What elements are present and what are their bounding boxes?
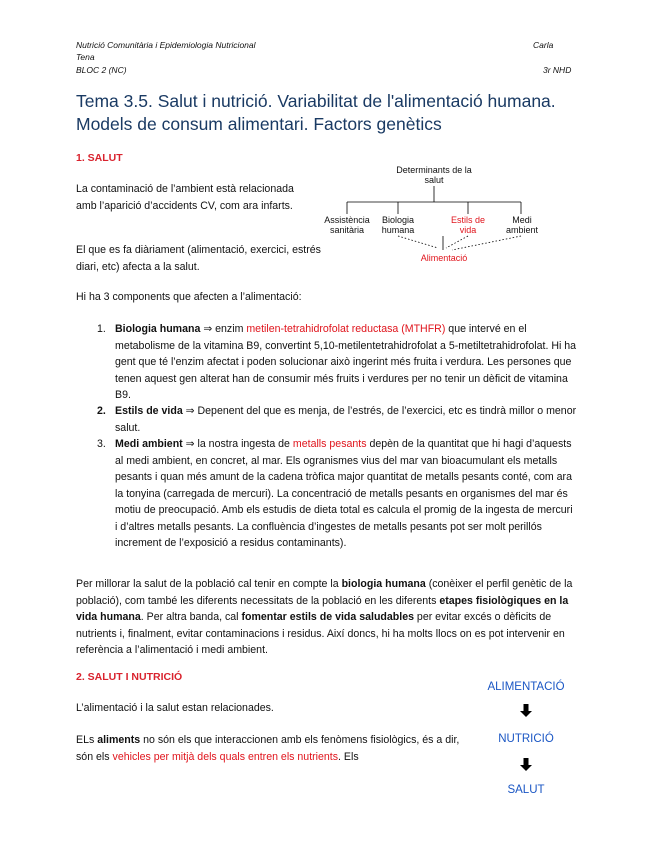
diagram-node-2: Biologia humana bbox=[381, 215, 415, 235]
list-text-b: depèn de la quantitat que hi hagi d’aquests al medi ambient, en concret, al mar. Els ogranismes vius del mar van bioacumulant els metalls pesants i quan més amunt de la cadena tròfica major quantitat de metalls pesants conté, com ara la tonyina (carregada de mercuri). La concentració de metalls pesants en organismes del mar és motiu de preocupació. Amb els estudis de dieta total es calcula el promig de la ingesta de mercuri i d’altres metalls pesants. La confluència d’ingestes de metalls pesants pot ser molt perillós increment de l’exposició a residus contaminants). bbox=[115, 438, 573, 549]
list-text-red: metilen-tetrahidrofolat reductasa (MTHFR) bbox=[246, 323, 446, 335]
determinants-diagram bbox=[318, 162, 550, 270]
list-text-b: que intervé en el metabolisme de la vitamina B9, convertint 5,10-metilentetrahidrofolat a 5-metiltetrahidrofolat. Hi ha gent que té l’enzim afectat i poden solucionar això ingerint més fruita i verdura. Les persones que tenen aquest gen alterat han de consumir més fruits i verdures per no tenir un dèficit de vitamina B9. bbox=[115, 323, 577, 401]
diagram-node-4: Medi ambient bbox=[505, 215, 539, 235]
list-term: Medi ambient bbox=[115, 438, 183, 450]
flow-nutricio: NUTRICIÓ bbox=[498, 733, 554, 745]
diagram-node-1: Assistència sanitària bbox=[324, 215, 370, 235]
summary-bold: biologia humana bbox=[341, 578, 426, 590]
list-text-a: Depenent del que es menja, de l’estrés, de l’exercici, etc es tindrà millor o menor salut. bbox=[115, 405, 577, 434]
summary-text: . Per altra banda, cal bbox=[140, 611, 242, 623]
section-1-summary bbox=[76, 576, 576, 659]
header-author-first: Carla bbox=[533, 40, 554, 50]
list-text bbox=[115, 321, 577, 404]
diagram-node-3: Estils de vida bbox=[450, 215, 485, 235]
summary-text: Per millorar la salut de la població cal tenir en compte la bbox=[76, 578, 342, 590]
list-number: 2. bbox=[97, 405, 106, 417]
para-red: vehicles per mitjà dels quals entren els nutrients bbox=[112, 750, 339, 763]
list-number: 1. bbox=[97, 323, 106, 335]
arrow-down-icon bbox=[520, 704, 532, 718]
summary-text: per evitar excés o dèficits de nutrients i, finalment, evitar contaminacions i residus. Així doncs, hi ha molts llocs on es pot intervenir en referència a l’alimentació i medi ambient. bbox=[76, 611, 565, 656]
arrow-icon: ⇒ bbox=[185, 405, 195, 417]
list-number: 3. bbox=[97, 438, 106, 450]
section-2-para-2 bbox=[76, 732, 466, 765]
flow-alimentacio: ALIMENTACIÓ bbox=[487, 681, 565, 693]
page-title: Tema 3.5. Salut i nutrició. Variabilitat de l'alimentació humana. Models de consum alimentari. Factors genètics bbox=[76, 91, 556, 134]
section-1-para-1: La contaminació de l’ambient està relacionada amb l’aparició d’accidents CV, com ara infarts. bbox=[76, 183, 294, 212]
list-text-a: enzim bbox=[212, 323, 247, 335]
list-text bbox=[115, 403, 577, 436]
arrow-icon: ⇒ bbox=[185, 438, 195, 450]
arrow-down-icon bbox=[520, 758, 532, 772]
list-text-a: la nostra ingesta de bbox=[194, 438, 293, 450]
header-author-last: Tena bbox=[76, 52, 95, 62]
summary-bold: etapes fisiològiques en la vida humana bbox=[76, 594, 569, 623]
diagram-bottom: Alimentació bbox=[420, 253, 468, 263]
para-text: . Els bbox=[338, 750, 359, 763]
section-1-para-2: El que es fa diàriament (alimentació, exercici, estrés diari, etc) afecta a la salut. bbox=[76, 244, 321, 273]
arrow-icon: ⇒ bbox=[203, 323, 213, 335]
list-text-red: metalls pesants bbox=[292, 438, 367, 450]
flow-diagram bbox=[470, 678, 582, 803]
section-1-para-3: Hi ha 3 components que afecten a l’alimentació: bbox=[76, 291, 302, 303]
header-block: BLOC 2 (NC) bbox=[76, 65, 127, 75]
para-text: no són els que interaccionen amb els fenòmens fisiològics, és a dir, són els bbox=[76, 734, 460, 763]
header-course: Nutrició Comunitària i Epidemiologia Nutricional bbox=[76, 40, 256, 50]
section-2-para-1: L’alimentació i la salut estan relacionades. bbox=[76, 702, 274, 714]
section-1-heading: 1. SALUT bbox=[76, 152, 123, 164]
section-2-heading: 2. SALUT I NUTRICIÓ bbox=[76, 671, 183, 683]
list-term: Estils de vida bbox=[115, 405, 183, 417]
list-term: Biologia humana bbox=[115, 323, 201, 335]
para-text: ELs bbox=[76, 734, 98, 746]
summary-text: (conèixer el perfil genètic de la població), com també les diferents necessitats de la població en les diferents bbox=[76, 578, 573, 607]
diagram-top: Determinants de la salut bbox=[396, 165, 472, 185]
header-group: 3r NHD bbox=[543, 65, 572, 75]
flow-salut: SALUT bbox=[507, 784, 545, 796]
list-text bbox=[115, 436, 577, 552]
summary-bold: fomentar estils de vida saludables bbox=[241, 611, 414, 623]
para-bold: aliments bbox=[97, 734, 141, 746]
